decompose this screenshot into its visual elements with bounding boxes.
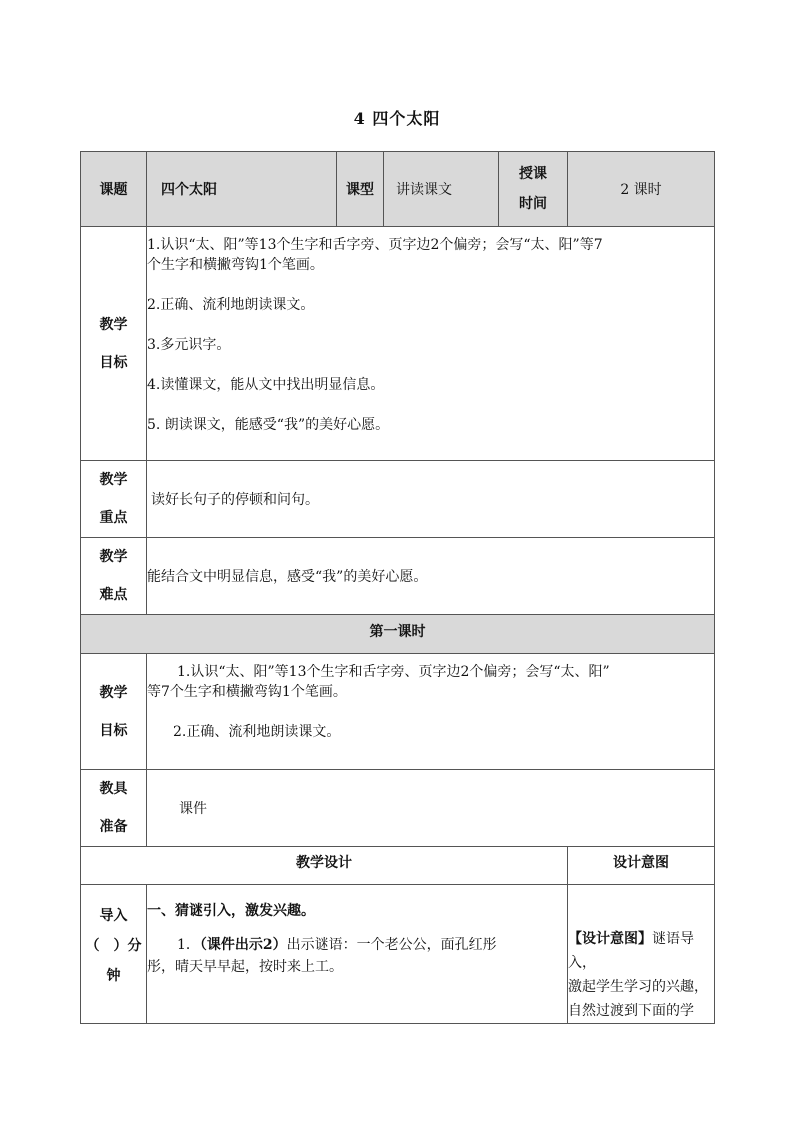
goals-row: [81, 227, 715, 461]
design-header-left: 教学设计: [81, 847, 568, 885]
lesson1-goal-line-2: 等7个生字和横撇弯钩1个笔画。: [147, 684, 347, 700]
lesson1-heading: 第一课时: [81, 615, 715, 654]
intro-label-line-1: 导入: [99, 908, 128, 924]
goal-line-5: 4.读懂课文，能从文中找出明显信息。: [147, 377, 385, 393]
time-label: [499, 152, 568, 227]
intro-step-line-2: 彤，晴天早早起，按时来上工。: [147, 959, 343, 975]
design-header-right: 设计意图: [568, 847, 715, 885]
goals-label-line-2: 目标: [99, 354, 128, 371]
difficulty-label-line-2: 难点: [99, 587, 128, 603]
key-points-label-line-1: 教学: [99, 472, 128, 488]
lesson1-heading-row: [81, 615, 715, 654]
topic-label: 课题: [81, 152, 147, 227]
lesson1-goal-line-3: 2.正确、流利地朗读课文。: [173, 724, 341, 740]
design-header-row: [81, 847, 715, 885]
goals-label: [81, 227, 147, 461]
intro-step-text-1: 出示谜语：一个老公公，面孔红彤: [286, 937, 497, 953]
goal-line-2: 个生字和横撇弯钩1个笔画。: [147, 257, 324, 273]
goals-label-line-1: 教学: [99, 316, 128, 333]
lesson-plan-table: [80, 151, 715, 1024]
goal-line-1: 1.认识“太、阳”等13个生字和舌字旁、页字边2个偏旁；会写“太、阳”等7: [147, 237, 603, 253]
tools-row: [81, 770, 715, 847]
intent-line-3: 自然过渡到下面的学: [568, 1003, 694, 1019]
tools-value: 课件: [147, 770, 715, 847]
document-title: 4 四个太阳: [353, 109, 441, 128]
key-points-row: [81, 461, 715, 538]
tools-label-line-1: 教具: [99, 781, 128, 797]
intro-label-line-2: （ ）分: [85, 938, 142, 954]
goal-line-6: 5. 朗读课文，能感受“我”的美好心愿。: [147, 417, 390, 433]
difficulty-text: 能结合文中明显信息，感受“我”的美好心愿。: [147, 538, 715, 615]
intro-intent: [568, 885, 715, 1024]
tools-label: [81, 770, 147, 847]
intro-label-line-3: 钟: [106, 968, 121, 984]
type-label: 课型: [337, 152, 384, 227]
type-value: 讲读课文: [384, 152, 499, 227]
time-label-line-2: 时间: [519, 196, 547, 212]
lesson1-goals-row: [81, 654, 715, 770]
key-points-label-line-2: 重点: [99, 510, 128, 526]
intro-section-title: 一、猜谜引入，激发兴趣。: [147, 903, 315, 919]
goal-line-4: 3.多元识字。: [147, 337, 231, 353]
key-points-text: 读好长句子的停顿和问句。: [147, 461, 715, 538]
header-row: [81, 152, 715, 227]
difficulty-label: [81, 538, 147, 615]
intro-step-prefix: 1．: [177, 937, 200, 953]
time-value: 2 课时: [568, 152, 715, 227]
topic-value: 四个太阳: [147, 152, 337, 227]
intro-row: [81, 885, 715, 1024]
intent-line-1: 谜语导入，: [568, 931, 694, 971]
lesson1-goal-line-1: 1.认识“太、阳”等13个生字和舌字旁、页字边2个偏旁；会写“太、阳”: [177, 664, 610, 680]
lesson1-goals-label: [81, 654, 147, 770]
key-points-label: [81, 461, 147, 538]
difficulty-label-line-1: 教学: [99, 549, 128, 565]
intro-step-line-1: [147, 935, 567, 955]
intro-step-bold: （课件出示2）: [199, 937, 287, 953]
difficulty-row: [81, 538, 715, 615]
intent-bold: 【设计意图】: [568, 931, 652, 947]
goal-line-3: 2.正确、流利地朗读课文。: [147, 297, 315, 313]
lesson1-goals-label-line-2: 目标: [99, 722, 128, 739]
intro-label: [81, 885, 147, 1024]
lesson1-goals-label-line-1: 教学: [99, 684, 128, 701]
tools-label-line-2: 准备: [99, 819, 128, 835]
intent-line-2: 激起学生学习的兴趣，: [568, 979, 708, 995]
time-label-line-1: 授课: [519, 166, 547, 182]
